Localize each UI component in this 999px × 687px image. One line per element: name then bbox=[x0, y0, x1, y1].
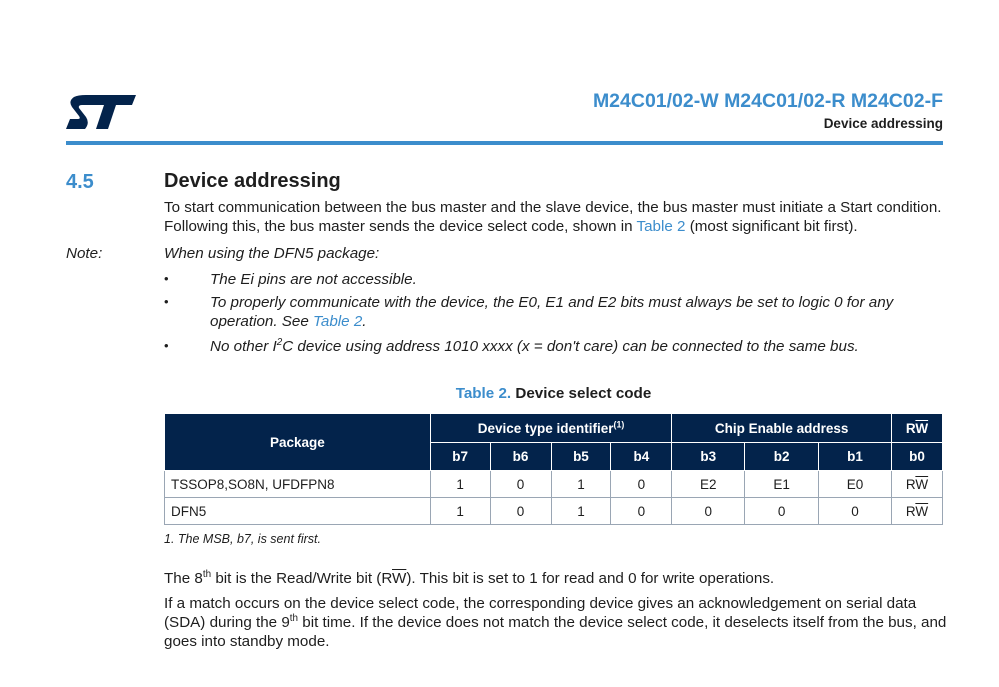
bit-cell: E0 bbox=[819, 471, 892, 498]
bit-cell: 0 bbox=[745, 498, 819, 525]
rw-cell: $R\overline{W}$ bbox=[891, 498, 942, 525]
document-title: M24C01/02-W M24C01/02-R M24C02-F bbox=[592, 90, 943, 112]
note-item-1: The Ei pins are not accessible. bbox=[210, 271, 417, 288]
header-device-type-identifier: Device type identifier$^{(1)}$ bbox=[430, 414, 672, 443]
match-paragraph: If a match occurs on the device select code, the corresponding device gives an acknowledgement on serial data (SDA) during the 9th bit time. If the device does not match the device select code, it deselects itself from the bus, and goes into standby mode. bbox=[164, 595, 947, 650]
bit-cell: 1 bbox=[551, 471, 611, 498]
document-subtitle: Device addressing bbox=[823, 116, 943, 131]
header-bit: b5 bbox=[551, 443, 611, 471]
header-bit: b7 bbox=[430, 443, 490, 471]
table-2-link[interactable]: Table 2 bbox=[313, 313, 363, 330]
bit-cell: 0 bbox=[611, 471, 672, 498]
table-2-link[interactable]: Table 2 bbox=[636, 218, 686, 235]
bit-cell: E2 bbox=[672, 471, 745, 498]
bullet-icon: • bbox=[164, 271, 169, 286]
rw-bit-paragraph: The 8th bit is the Read/Write bit $(R\overline{W})$. This bit is set to 1 for read and 0 for write operations. bbox=[164, 568, 775, 587]
package-cell: TSSOP8,SO8N, UFDFPN8 bbox=[165, 471, 431, 498]
header-bit: b1 bbox=[819, 443, 892, 471]
table-row bbox=[165, 498, 943, 525]
table-footnote: 1. The MSB, b7, is sent first. bbox=[164, 532, 322, 546]
header-rw: $R\overline{W}$ bbox=[891, 414, 942, 443]
section-title: Device addressing bbox=[164, 170, 341, 192]
table-caption: Table 2. Device select code bbox=[455, 385, 652, 402]
bit-cell: 0 bbox=[490, 498, 551, 525]
bit-cell: 1 bbox=[430, 498, 490, 525]
bit-cell: E1 bbox=[745, 471, 819, 498]
header-package: Package bbox=[165, 414, 431, 471]
header-divider bbox=[66, 141, 943, 145]
bullet-icon: • bbox=[164, 294, 169, 309]
section-number: 4.5 bbox=[66, 171, 94, 193]
note-item-2: To properly communicate with the device, the E0, E1 and E2 bits must always be set to logic 0 for any operation. See Table 2. bbox=[210, 294, 894, 330]
package-cell: DFN5 bbox=[165, 498, 431, 525]
header-bit: b6 bbox=[490, 443, 551, 471]
bit-cell: 0 bbox=[672, 498, 745, 525]
bit-cell: 1 bbox=[551, 498, 611, 525]
table-row bbox=[165, 471, 943, 498]
bit-cell: 0 bbox=[819, 498, 892, 525]
header-bit: b3 bbox=[672, 443, 745, 471]
note-intro: When using the DFN5 package: bbox=[164, 245, 380, 262]
bit-cell: 0 bbox=[490, 471, 551, 498]
header-chip-enable-address: Chip Enable address bbox=[672, 414, 892, 443]
header-bit: b2 bbox=[745, 443, 819, 471]
bullet-icon: • bbox=[164, 338, 169, 353]
note-label: Note: bbox=[66, 245, 103, 262]
note-item-3: No other $I^2C$ device using address 1010 xxxx (x = don't care) can be connected to the same bus. bbox=[210, 336, 859, 355]
bit-cell: 0 bbox=[611, 498, 672, 525]
header-bit: b0 bbox=[891, 443, 942, 471]
intro-paragraph: To start communication between the bus master and the slave device, the bus master must initiate a Start condition. Following this, the bus master sends the device select code, shown in Table 2 (most significant bit first). bbox=[164, 199, 942, 235]
rw-cell: $R\overline{W}$ bbox=[891, 471, 942, 498]
bit-cell: 1 bbox=[430, 471, 490, 498]
header-bit: b4 bbox=[611, 443, 672, 471]
st-logo bbox=[66, 93, 138, 131]
device-select-code-table bbox=[164, 413, 943, 525]
